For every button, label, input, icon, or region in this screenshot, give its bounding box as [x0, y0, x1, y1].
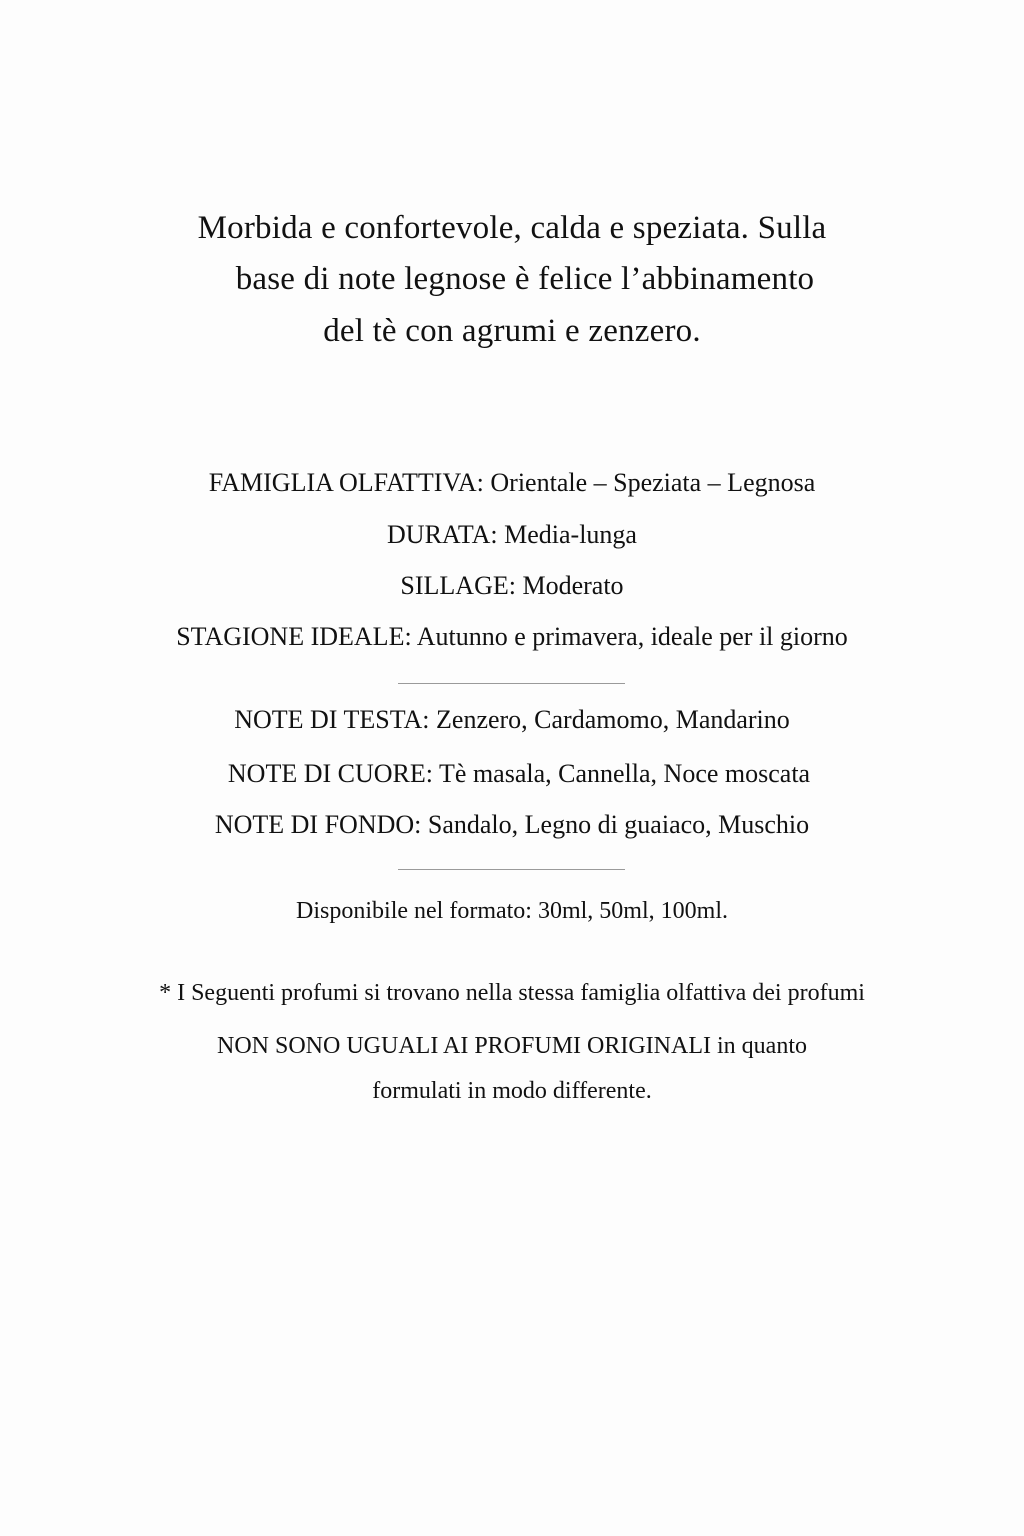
disclaimer-line-1: * I Seguenti profumi si trovano nella stessa famiglia olfattiva dei profumi: [159, 980, 865, 1006]
spec-label: SILLAGE:: [400, 571, 516, 600]
disclaimer-line-2-rest: in quanto: [711, 1033, 807, 1059]
spec-label: DURATA:: [387, 520, 498, 549]
description-line-3: del tè con agrumi e zenzero.: [323, 313, 701, 349]
spec-label: FAMIGLIA OLFATTIVA:: [208, 468, 484, 497]
disclaimer-line-2: [0, 1034, 1024, 1058]
spec-stagione-ideale: [0, 624, 1024, 650]
disclaimer-emphasis: NON SONO UGUALI AI PROFUMI ORIGINALI: [217, 1033, 711, 1059]
note-value: Tè masala, Cannella, Noce moscata: [439, 759, 811, 788]
divider: [398, 869, 625, 870]
spec-value: Autunno e primavera, ideale per il giorno: [416, 622, 848, 651]
note-cuore: [0, 761, 1024, 787]
note-testa: [0, 707, 1024, 733]
spec-value: Media-lunga: [504, 520, 637, 549]
spec-label: STAGIONE IDEALE:: [176, 622, 412, 651]
description-line-2: base di note legnose è felice l’abbinamento: [235, 261, 815, 297]
note-value: Sandalo, Legno di guaiaco, Muschio: [427, 810, 810, 839]
spec-durata: [0, 522, 1024, 548]
divider: [398, 683, 625, 684]
note-fondo: [0, 812, 1024, 838]
note-value: Zenzero, Cardamomo, Mandarino: [436, 705, 790, 734]
availability-text: Disponibile nel formato: 30ml, 50ml, 100ml.: [296, 898, 728, 924]
note-label: NOTE DI CUORE:: [227, 759, 433, 788]
spec-value: Moderato: [522, 571, 624, 600]
spec-sillage: [0, 573, 1024, 599]
note-label: NOTE DI FONDO:: [214, 810, 422, 839]
description-line-1: Morbida e confortevole, calda e speziata. Sulla: [197, 210, 827, 246]
spec-famiglia-olfattiva: [0, 470, 1024, 496]
note-label: NOTE DI TESTA:: [234, 705, 430, 734]
disclaimer-line-3: formulati in modo differente.: [372, 1078, 652, 1104]
spec-value: Orientale – Speziata – Legnosa: [490, 468, 816, 497]
